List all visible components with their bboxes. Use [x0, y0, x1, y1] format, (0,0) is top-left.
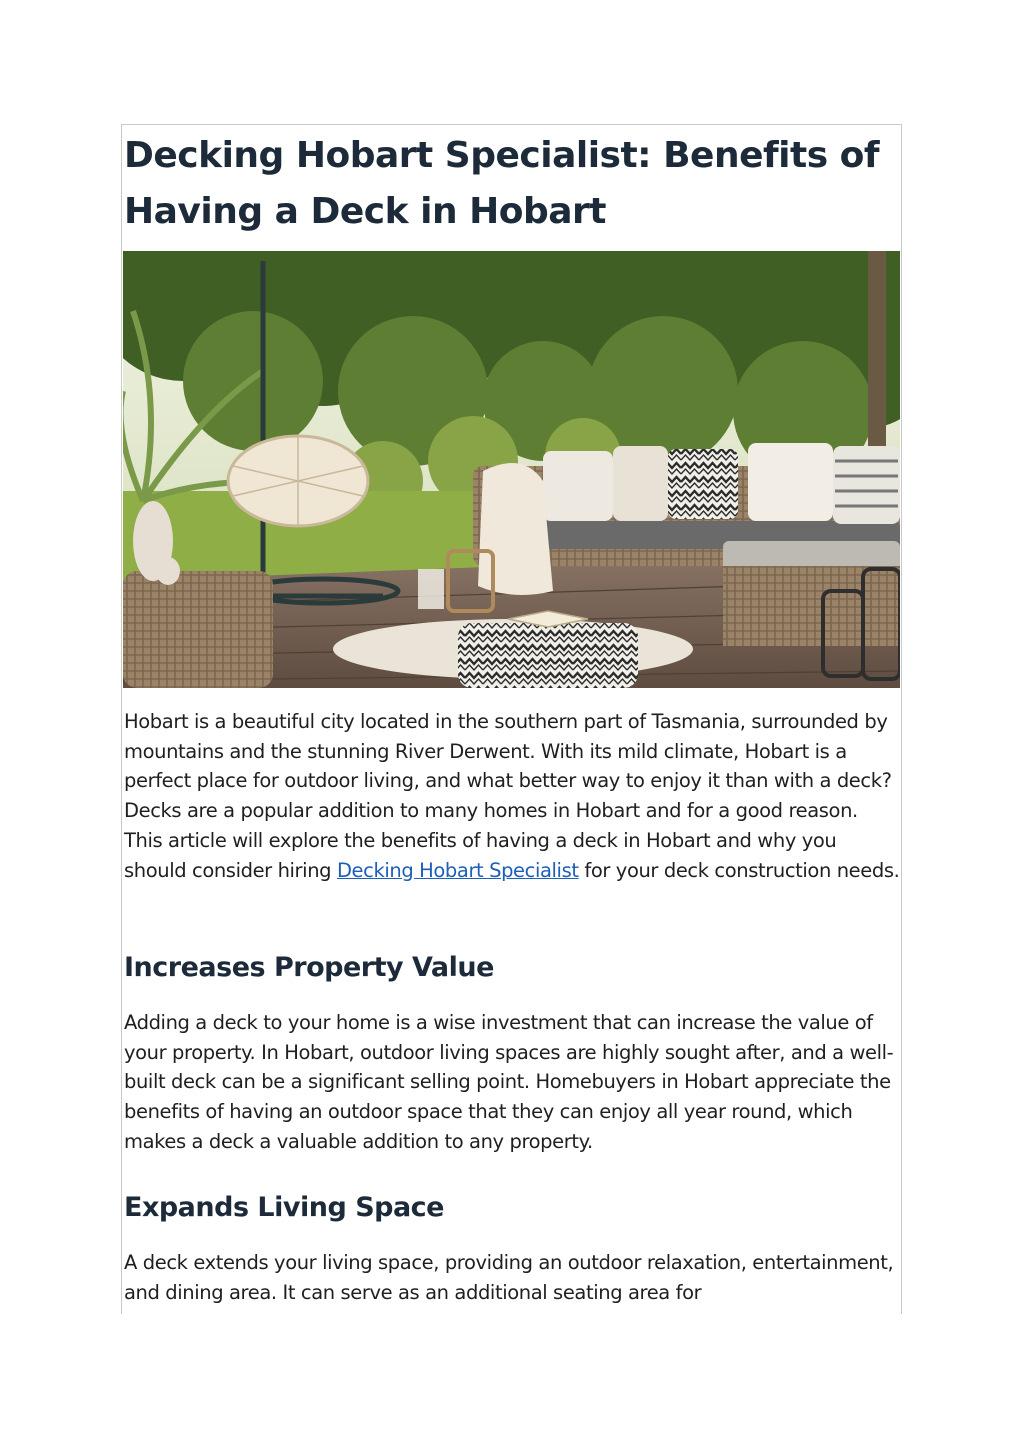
hero-image [123, 251, 900, 688]
section-heading-living-space: Expands Living Space [124, 1192, 444, 1223]
section-body-property-value: Adding a deck to your home is a wise investment that can increase the value of your property. In Hobart, outdoor living spaces are highly sought after, and a well-built deck can be a significant selling point. Homebuyers in Hobart appreciate the benefits of having an outdoor space that they can enjoy all year round, which makes a deck a valuable addition to any property. [124, 1011, 894, 1153]
intro-text: Hobart is a beautiful city located in the southern part of Tasmania, surrounded by mountains and the stunning River Derwent. With its mild climate, Hobart is a perfect place for outdoor living, and what better way to enjoy it than with a deck? Decks are a popular addition to many homes in Hobart and for a good reason. This article will explore the benefits of having a deck in Hobart and why you should consider hiring [124, 710, 892, 882]
article-title: Decking Hobart Specialist: Benefits of Having a Deck in Hobart [124, 135, 880, 232]
intro-text-end: for your deck construction needs. [578, 858, 900, 882]
section-heading-property-value: Increases Property Value [124, 952, 494, 983]
decking-hobart-specialist-link[interactable]: Decking Hobart Specialist [336, 858, 579, 882]
intro-paragraph [124, 707, 900, 885]
section-body-living-space: A deck extends your living space, providing an outdoor relaxation, entertainment, and dining area. It can serve as an additional seating area for [124, 1251, 894, 1304]
